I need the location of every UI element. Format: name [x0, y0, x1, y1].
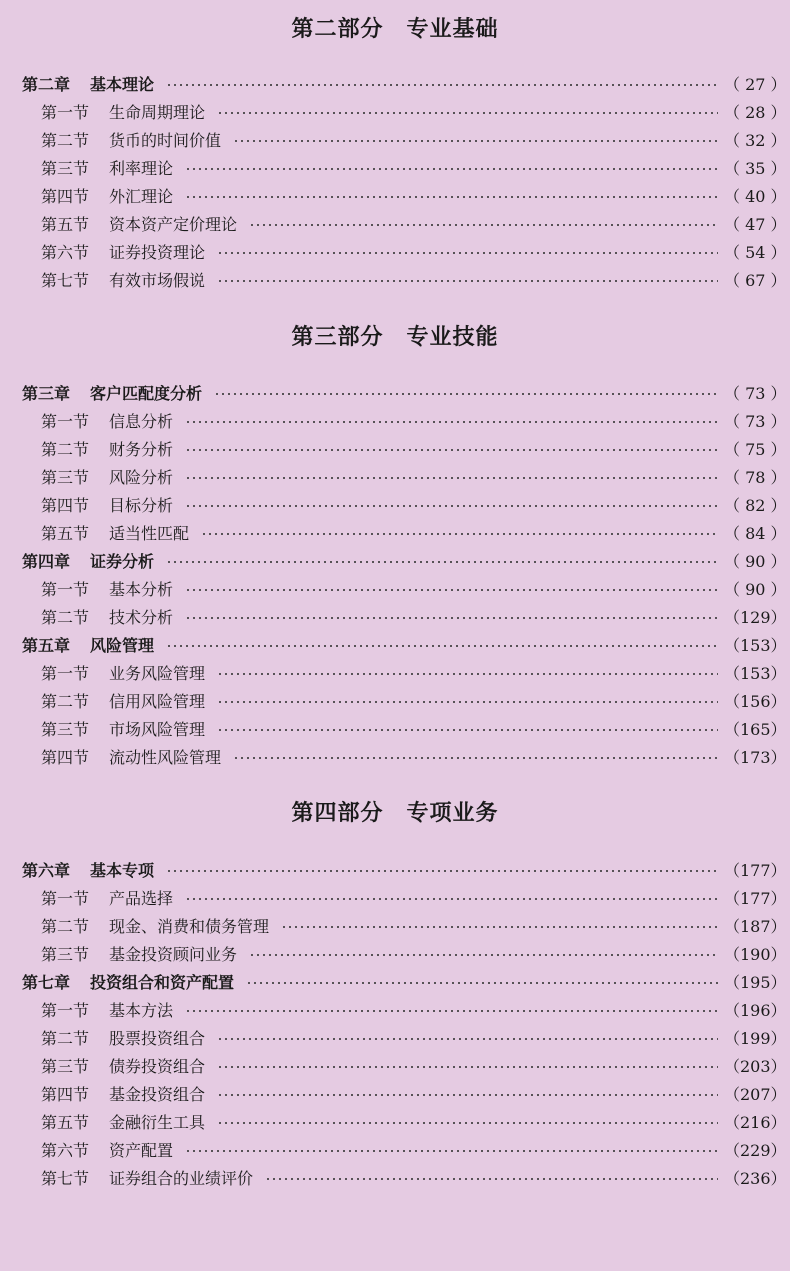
dot-leader [185, 168, 718, 170]
entry-title: 股票投资组合 [109, 1028, 206, 1048]
entry-page-number: （ 78 ） [724, 467, 787, 487]
entry-number: 第二节 [41, 130, 90, 150]
entry-page-number: （153） [724, 635, 787, 655]
toc-section-entry[interactable] [0, 1107, 790, 1135]
entry-title: 适当性匹配 [109, 523, 190, 543]
toc-section-entry[interactable] [0, 490, 790, 518]
dot-leader [217, 701, 718, 703]
toc-chapter-entry[interactable] [0, 630, 790, 658]
toc-section-entry[interactable] [0, 406, 790, 434]
entry-number: 第四章 [22, 551, 71, 571]
toc-section-entry[interactable] [0, 1079, 790, 1107]
dot-leader [217, 1094, 718, 1096]
entry-number: 第二章 [22, 74, 71, 94]
entry-page-number: （216） [724, 1112, 787, 1132]
entry-title: 信用风险管理 [109, 691, 206, 711]
toc-chapter-entry[interactable] [0, 69, 790, 97]
toc-section-entry[interactable] [0, 939, 790, 967]
entry-number: 第一节 [41, 888, 90, 908]
entry-page-number: （ 90 ） [724, 579, 787, 599]
dot-leader [217, 112, 718, 114]
entry-number: 第一节 [41, 579, 90, 599]
entry-number: 第五节 [41, 214, 90, 234]
dot-leader [217, 252, 718, 254]
entry-title: 投资组合和资产配置 [90, 972, 235, 992]
entry-page-number: （177） [724, 888, 787, 908]
entry-number: 第六节 [41, 1140, 90, 1160]
entry-title: 客户匹配度分析 [90, 383, 203, 403]
entry-page-number: （ 28 ） [724, 102, 787, 122]
entry-title: 有效市场假说 [109, 270, 206, 290]
toc-section-entry[interactable] [0, 995, 790, 1023]
dot-leader [185, 1150, 718, 1152]
dot-leader [217, 280, 718, 282]
toc-section-entry[interactable] [0, 1135, 790, 1163]
entry-title: 目标分析 [109, 495, 174, 515]
dot-leader [185, 589, 718, 591]
entry-title: 流动性风险管理 [109, 747, 222, 767]
entry-number: 第三节 [41, 1056, 90, 1076]
entry-page-number: （156） [724, 691, 787, 711]
entry-number: 第二节 [41, 691, 90, 711]
dot-leader [166, 561, 718, 563]
toc-section-entry[interactable] [0, 462, 790, 490]
entry-page-number: （ 67 ） [724, 270, 787, 290]
dot-leader [185, 1010, 718, 1012]
entry-title: 财务分析 [109, 439, 174, 459]
entry-number: 第二节 [41, 916, 90, 936]
entry-number: 第七节 [41, 1168, 90, 1188]
toc-section-entry[interactable] [0, 686, 790, 714]
toc-section-entry[interactable] [0, 1023, 790, 1051]
entry-title: 业务风险管理 [109, 663, 206, 683]
entry-number: 第四节 [41, 495, 90, 515]
dot-leader [185, 477, 718, 479]
dot-leader [233, 140, 718, 142]
toc-section-entry[interactable] [0, 97, 790, 125]
dot-leader [185, 421, 718, 423]
toc-section-entry[interactable] [0, 1051, 790, 1079]
entry-page-number: （ 40 ） [724, 186, 787, 206]
entry-page-number: （ 84 ） [724, 523, 787, 543]
entry-title: 基本专项 [90, 860, 155, 880]
entry-number: 第二节 [41, 439, 90, 459]
entry-title: 生命周期理论 [109, 102, 206, 122]
toc-section-entry[interactable] [0, 125, 790, 153]
entry-page-number: （165） [724, 719, 787, 739]
entry-title: 金融衍生工具 [109, 1112, 206, 1132]
entry-title: 证券组合的业绩评价 [109, 1168, 254, 1188]
entry-page-number: （236） [724, 1168, 787, 1188]
dot-leader [217, 1066, 718, 1068]
dot-leader [201, 533, 718, 535]
entry-title: 货币的时间价值 [109, 130, 222, 150]
part-title: 第二部分 专业基础 [291, 16, 499, 42]
toc-section-entry[interactable] [0, 714, 790, 742]
entry-title: 基金投资组合 [109, 1084, 206, 1104]
toc-chapter-entry[interactable] [0, 855, 790, 883]
entry-title: 基本方法 [109, 1000, 174, 1020]
entry-page-number: （207） [724, 1084, 787, 1104]
entry-number: 第一节 [41, 411, 90, 431]
entry-number: 第三章 [22, 383, 71, 403]
entry-page-number: （187） [724, 916, 787, 936]
entry-title: 风险分析 [109, 467, 174, 487]
entry-number: 第五节 [41, 523, 90, 543]
entry-number: 第四节 [41, 186, 90, 206]
dot-leader [217, 729, 718, 731]
dot-leader [185, 505, 718, 507]
toc-section-entry[interactable] [0, 518, 790, 546]
dot-leader [249, 224, 718, 226]
entry-page-number: （ 73 ） [724, 383, 787, 403]
entry-number: 第七章 [22, 972, 71, 992]
part-title: 第四部分 专项业务 [291, 800, 499, 826]
entry-number: 第六章 [22, 860, 71, 880]
toc-chapter-entry[interactable] [0, 967, 790, 995]
entry-number: 第三节 [41, 467, 90, 487]
entry-page-number: （196） [724, 1000, 787, 1020]
entry-number: 第四节 [41, 747, 90, 767]
entry-title: 基本理论 [90, 74, 155, 94]
toc-list [0, 69, 790, 293]
toc-chapter-entry[interactable] [0, 378, 790, 406]
entry-title: 风险管理 [90, 635, 155, 655]
toc-section-entry[interactable] [0, 602, 790, 630]
toc-section-entry[interactable] [0, 265, 790, 293]
dot-leader [217, 1038, 718, 1040]
entry-title: 市场风险管理 [109, 719, 206, 739]
dot-leader [166, 870, 718, 872]
entry-page-number: （ 47 ） [724, 214, 787, 234]
entry-title: 技术分析 [109, 607, 174, 627]
toc-section-entry[interactable] [0, 883, 790, 911]
entry-number: 第三节 [41, 719, 90, 739]
entry-title: 债券投资组合 [109, 1056, 206, 1076]
dot-leader [249, 954, 718, 956]
dot-leader [214, 393, 718, 395]
entry-page-number: （ 32 ） [724, 130, 787, 150]
entry-title: 现金、消费和债务管理 [109, 916, 270, 936]
entry-number: 第一节 [41, 1000, 90, 1020]
entry-title: 基金投资顾问业务 [109, 944, 238, 964]
entry-page-number: （190） [724, 944, 787, 964]
toc-section-entry[interactable] [0, 153, 790, 181]
entry-number: 第五节 [41, 1112, 90, 1132]
entry-page-number: （ 82 ） [724, 495, 787, 515]
dot-leader [217, 1122, 718, 1124]
entry-title: 证券分析 [90, 551, 155, 571]
entry-page-number: （229） [724, 1140, 787, 1160]
entry-page-number: （ 27 ） [724, 74, 787, 94]
toc-list [0, 855, 790, 1191]
entry-page-number: （153） [724, 663, 787, 683]
entry-page-number: （129） [724, 607, 787, 627]
entry-page-number: （177） [724, 860, 787, 880]
entry-title: 信息分析 [109, 411, 174, 431]
entry-page-number: （ 90 ） [724, 551, 787, 571]
entry-number: 第二节 [41, 1028, 90, 1048]
entry-page-number: （195） [724, 972, 787, 992]
dot-leader [265, 1178, 718, 1180]
entry-page-number: （173） [724, 747, 787, 767]
dot-leader [166, 84, 718, 86]
entry-title: 基本分析 [109, 579, 174, 599]
toc-section-entry[interactable] [0, 742, 790, 770]
toc-chapter-entry[interactable] [0, 546, 790, 574]
part-title: 第三部分 专业技能 [291, 324, 499, 350]
entry-number: 第二节 [41, 607, 90, 627]
entry-page-number: （ 35 ） [724, 158, 787, 178]
entry-title: 外汇理论 [109, 186, 174, 206]
entry-title: 利率理论 [109, 158, 174, 178]
dot-leader [246, 982, 718, 984]
entry-page-number: （203） [724, 1056, 787, 1076]
entry-page-number: （ 54 ） [724, 242, 787, 262]
toc-section-entry[interactable] [0, 658, 790, 686]
dot-leader [166, 645, 718, 647]
toc-section-entry[interactable] [0, 911, 790, 939]
dot-leader [185, 617, 718, 619]
entry-number: 第七节 [41, 270, 90, 290]
dot-leader [185, 196, 718, 198]
toc-section-entry[interactable] [0, 1163, 790, 1191]
dot-leader [185, 449, 718, 451]
dot-leader [185, 898, 718, 900]
entry-number: 第一节 [41, 102, 90, 122]
entry-title: 资产配置 [109, 1140, 174, 1160]
entry-number: 第三节 [41, 158, 90, 178]
toc-section-entry[interactable] [0, 209, 790, 237]
entry-number: 第四节 [41, 1084, 90, 1104]
entry-number: 第一节 [41, 663, 90, 683]
entry-title: 证券投资理论 [109, 242, 206, 262]
entry-number: 第六节 [41, 242, 90, 262]
entry-title: 产品选择 [109, 888, 174, 908]
entry-page-number: （199） [724, 1028, 787, 1048]
entry-number: 第五章 [22, 635, 71, 655]
dot-leader [281, 926, 718, 928]
toc-list [0, 378, 790, 770]
toc-section-entry[interactable] [0, 574, 790, 602]
entry-title: 资本资产定价理论 [109, 214, 238, 234]
toc-section-entry[interactable] [0, 434, 790, 462]
entry-page-number: （ 73 ） [724, 411, 787, 431]
dot-leader [217, 673, 718, 675]
dot-leader [233, 757, 718, 759]
toc-section-entry[interactable] [0, 181, 790, 209]
entry-page-number: （ 75 ） [724, 439, 787, 459]
toc-section-entry[interactable] [0, 237, 790, 265]
entry-number: 第三节 [41, 944, 90, 964]
